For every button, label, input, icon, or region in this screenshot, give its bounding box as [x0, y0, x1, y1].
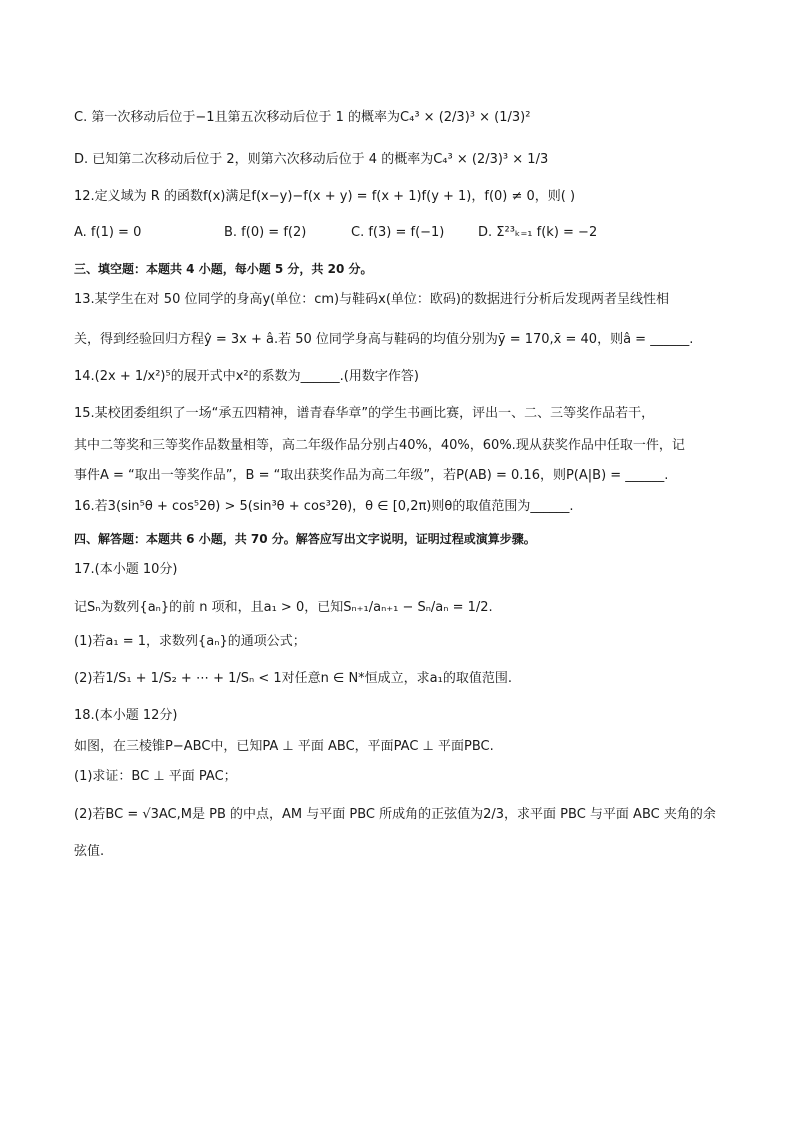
q11-option-c: C. 第一次移动后位于−1且第五次移动后位于 1 的概率为C₄³ × (2/3)³ × (1/3)²	[74, 110, 531, 125]
q14: 14.(2x + 1/x²)⁵的展开式中x²的系数为______.(用数字作答)	[74, 369, 419, 384]
section3-title: 三、填空题：本题共 4 小题，每小题 5 分，共 20 分。	[74, 262, 373, 276]
q17-part2: (2)若1/S₁ + 1/S₂ + ⋯ + 1/Sₙ < 1对任意n ∈ N*恒成立，求a₁的取值范围.	[74, 671, 512, 686]
q17-part1: (1)若a₁ = 1，求数列{aₙ}的通项公式；	[74, 634, 306, 649]
q13-line2: 关，得到经验回归方程ŷ = 3x + â.若 50 位同学身高与鞋码的均值分别为ȳ = 170,x̄ = 40，则â = ______.	[74, 332, 694, 347]
q18-part2-line2: 弦值.	[74, 844, 105, 859]
q17-stem: 记Sₙ为数列{aₙ}的前 n 项和，且a₁ > 0，已知Sₙ₊₁/aₙ₊₁ − Sₙ/aₙ = 1/2.	[74, 600, 493, 615]
q18-header: 18.(本小题 12分)	[74, 708, 178, 723]
q12-option-d: D. Σ²³ₖ₌₁ f(k) = −2	[478, 225, 598, 240]
q17-header: 17.(本小题 10分)	[74, 562, 178, 577]
q15-line1: 15.某校团委组织了一场“承五四精神，谱青春华章”的学生书画比赛，评出一、二、三等奖作品若干，	[74, 406, 655, 421]
section4-title: 四、解答题：本题共 6 小题，共 70 分。解答应写出文字说明，证明过程或演算步骤。	[74, 532, 536, 546]
q18-part1: (1)求证：BC ⊥ 平面 PAC；	[74, 769, 237, 784]
q15-line3: 事件A = “取出一等奖作品”，B = “取出获奖作品为高二年级”，若P(AB) = 0.16，则P(A|B) = ______.	[74, 468, 669, 483]
q12-stem: 12.定义域为 R 的函数f(x)满足f(x−y)−f(x + y) = f(x + 1)f(y + 1)，f(0) ≠ 0，则( )	[74, 189, 576, 204]
q13-line1: 13.某学生在对 50 位同学的身高y(单位：cm)与鞋码x(单位：欧码)的数据进行分析后发现两者呈线性相	[74, 292, 669, 307]
q11-option-d: D. 已知第二次移动后位于 2，则第六次移动后位于 4 的概率为C₄³ × (2/3)³ × 1/3	[74, 152, 549, 167]
q18-stem: 如图，在三棱锥P−ABC中，已知PA ⊥ 平面 ABC，平面PAC ⊥ 平面PBC.	[74, 739, 494, 754]
q15-line2: 其中二等奖和三等奖作品数量相等，高二年级作品分别占40%，40%，60%.现从获奖作品中任取一件，记	[74, 438, 685, 453]
q12-option-a: A. f(1) = 0	[74, 225, 142, 240]
q18-part2-line1: (2)若BC = √3AC,M是 PB 的中点，AM 与平面 PBC 所成角的正弦值为2/3，求平面 PBC 与平面 ABC 夹角的余	[74, 807, 716, 822]
q12-option-b: B. f(0) = f(2)	[224, 225, 307, 240]
q16: 16.若3(sin⁵θ + cos⁵2θ) > 5(sin³θ + cos³2θ)，θ ∈ [0,2π)则θ的取值范围为______.	[74, 499, 574, 514]
q12-option-c: C. f(3) = f(−1)	[351, 225, 445, 240]
q12-options	[74, 224, 734, 242]
